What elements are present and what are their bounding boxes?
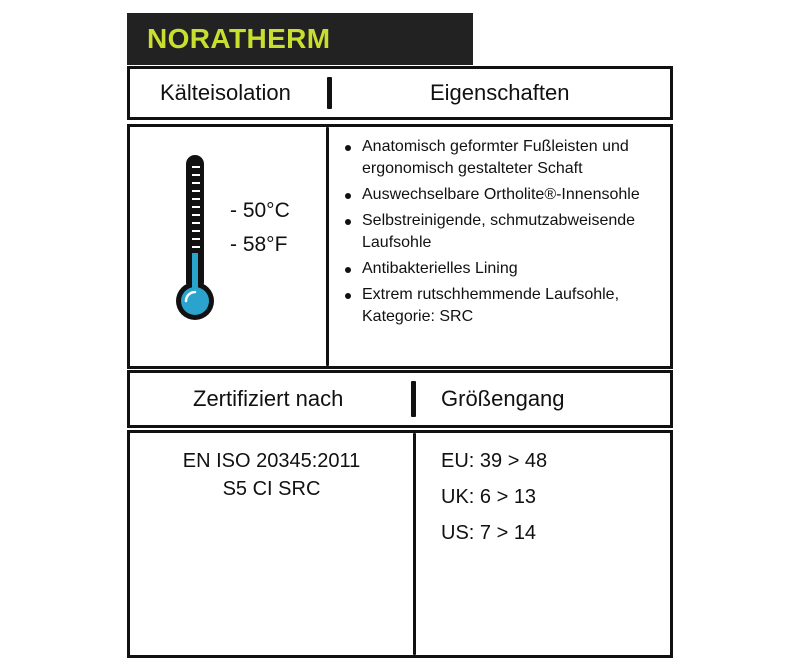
brand-header xyxy=(127,13,473,65)
cold-insulation-header: Kälteisolation xyxy=(160,80,291,105)
header-divider xyxy=(411,381,416,417)
properties-header: Eigenschaften xyxy=(430,80,570,105)
feature-item: Anatomisch geformter Fußleisten und ergonomisch gestalteter Schaft xyxy=(343,136,665,180)
feature-list xyxy=(343,136,665,332)
bottom-body-row xyxy=(127,430,673,658)
feature-item: Selbstreinigende, schmutzabweisende Laufsohle xyxy=(343,210,665,254)
temperature-fahrenheit: - 58°F xyxy=(230,233,288,256)
feature-item: Antibakterielles Lining xyxy=(343,258,665,280)
certification-class: S5 CI SRC xyxy=(222,478,321,500)
top-header-row xyxy=(127,66,673,120)
body-divider xyxy=(326,127,329,366)
body-divider xyxy=(413,433,416,655)
top-body-row xyxy=(127,124,673,369)
size-us: US: 7 > 14 xyxy=(441,522,537,544)
thermometer-icon xyxy=(174,153,224,323)
certified-header: Zertifiziert nach xyxy=(193,386,344,411)
brand-name: NORATHERM xyxy=(147,23,331,54)
size-uk: UK: 6 > 13 xyxy=(441,486,537,508)
temperature-celsius: - 50°C xyxy=(230,199,290,222)
header-divider xyxy=(327,77,332,109)
bottom-header-row xyxy=(127,370,673,428)
size-range-header: Größengang xyxy=(441,386,565,411)
certification-standard: EN ISO 20345:2011 xyxy=(182,450,361,472)
feature-item: Auswechselbare Ortholite®-Innensohle xyxy=(343,184,665,206)
feature-item: Extrem rutschhemmende Laufsohle, Kategorie: SRC xyxy=(343,284,665,328)
size-eu: EU: 39 > 48 xyxy=(441,450,548,472)
